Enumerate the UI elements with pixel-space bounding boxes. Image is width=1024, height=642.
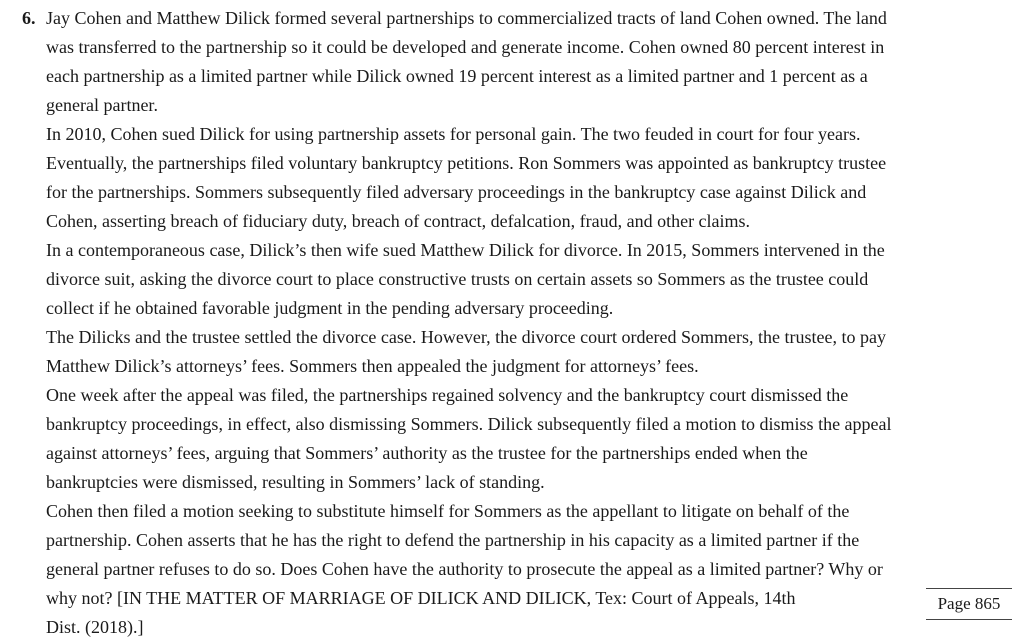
question-paragraph-4 xyxy=(46,323,1006,381)
text-line: Cohen, asserting breach of fiduciary duty, breach of contract, defalcation, fraud, and other claims. xyxy=(46,211,751,231)
text-line: Dist. (2018).] xyxy=(46,617,144,637)
text-line: was transferred to the partnership so it could be developed and generate income. Cohen owned 80 percent interest in xyxy=(46,37,885,57)
text-line: general partner refuses to do so. Does Cohen have the authority to prosecute the appeal as a limited partner? Why or xyxy=(46,559,883,579)
text-line: bankruptcy proceedings, in effect, also dismissing Sommers. Dilick subsequently filed a motion to dismiss the appeal xyxy=(46,414,892,434)
question-paragraph-3 xyxy=(46,236,1006,323)
question-paragraph-5 xyxy=(46,381,1006,497)
text-line: Matthew Dilick’s attorneys’ fees. Sommers then appealed the judgment for attorneys’ fees. xyxy=(46,356,699,376)
text-line: In a contemporaneous case, Dilick’s then wife sued Matthew Dilick for divorce. In 2015, Sommers intervened in the xyxy=(46,240,885,260)
question-paragraph-2 xyxy=(46,120,1006,236)
text-line: One week after the appeal was filed, the partnerships regained solvency and the bankruptcy court dismissed the xyxy=(46,385,849,405)
text-line: collect if he obtained favorable judgment in the pending adversary proceeding. xyxy=(46,298,614,318)
text-line: divorce suit, asking the divorce court to place constructive trusts on certain assets so Sommers as the trustee could xyxy=(46,269,869,289)
text-line: In 2010, Cohen sued Dilick for using partnership assets for personal gain. The two feuded in court for four years. xyxy=(46,124,861,144)
text-line: against attorneys’ fees, arguing that Sommers’ authority as the trustee for the partnerships ended when the xyxy=(46,443,808,463)
question-number: 6. xyxy=(22,8,36,28)
text-line: each partnership as a limited partner while Dilick owned 19 percent interest as a limited partner and 1 percent as a xyxy=(46,66,868,86)
text-line: general partner. xyxy=(46,95,158,115)
question-paragraph-6 xyxy=(46,497,1006,642)
text-line: why not? [IN THE MATTER OF MARRIAGE OF DILICK AND DILICK, Tex: Court of Appeals, 14th xyxy=(46,588,796,608)
page-number-label: Page 865 xyxy=(926,588,1012,620)
text-line: Eventually, the partnerships filed voluntary bankruptcy petitions. Ron Sommers was appointed as bankruptcy trustee xyxy=(46,153,887,173)
question-paragraph-1 xyxy=(46,4,1006,120)
text-line: Jay Cohen and Matthew Dilick formed several partnerships to commercialized tracts of land Cohen owned. The land xyxy=(46,8,887,28)
text-line: Cohen then filed a motion seeking to substitute himself for Sommers as the appellant to litigate on behalf of the xyxy=(46,501,850,521)
text-line: partnership. Cohen asserts that he has the right to defend the partnership in his capacity as a limited partner if the xyxy=(46,530,860,550)
text-line: bankruptcies were dismissed, resulting in Sommers’ lack of standing. xyxy=(46,472,545,492)
text-line: for the partnerships. Sommers subsequently filed adversary proceedings in the bankruptcy case against Dilick and xyxy=(46,182,867,202)
text-line: The Dilicks and the trustee settled the divorce case. However, the divorce court ordered Sommers, the trustee, to pay xyxy=(46,327,886,347)
